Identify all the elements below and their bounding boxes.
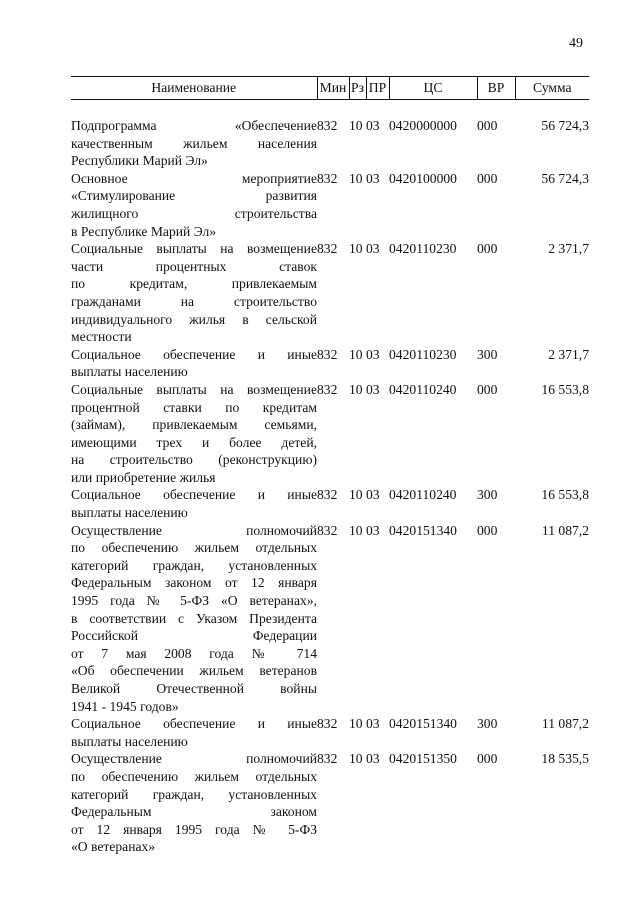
row-pr: 03 bbox=[366, 751, 380, 767]
table-row bbox=[71, 750, 589, 856]
row-name-line: от 7 мая 2008 года № 714 bbox=[71, 645, 317, 661]
row-name-line: категорий граждан, установленных bbox=[71, 557, 317, 573]
header-min: Мин bbox=[317, 77, 349, 100]
row-min: 832 bbox=[317, 522, 338, 538]
row-cs: 0420000000 bbox=[389, 118, 457, 133]
table-header-row bbox=[71, 77, 589, 100]
row-min: 832 bbox=[317, 118, 338, 133]
row-cs: 0420110240 bbox=[389, 487, 457, 503]
row-sum: 16 553,8 bbox=[541, 487, 589, 503]
row-name bbox=[71, 381, 317, 487]
header-vr: ВР bbox=[477, 77, 515, 100]
row-name bbox=[71, 486, 317, 521]
row-rz: 10 bbox=[349, 751, 363, 767]
row-cs: 0420110230 bbox=[389, 346, 457, 362]
row-vr: 000 bbox=[477, 522, 498, 538]
row-sum: 2 371,7 bbox=[548, 346, 589, 362]
row-sum: 2 371,7 bbox=[548, 241, 589, 257]
row-name-line: Великой Отечественной войны bbox=[71, 681, 317, 696]
header-rz: Рз bbox=[349, 77, 366, 100]
row-name-line: «Стимулирование развития bbox=[71, 188, 317, 204]
row-cs: 0420100000 bbox=[389, 170, 457, 186]
row-name-line: имеющими трех и более детей, bbox=[71, 434, 317, 450]
row-rz: 10 bbox=[349, 716, 363, 732]
row-name bbox=[71, 170, 317, 240]
row-rz: 10 bbox=[349, 170, 363, 186]
table-row bbox=[71, 715, 589, 750]
row-name-line: гражданами на строительство bbox=[71, 293, 317, 309]
row-pr: 03 bbox=[366, 487, 380, 503]
row-name-line: Республики Марий Эл» bbox=[71, 153, 208, 169]
row-rz: 10 bbox=[349, 381, 363, 397]
header-spacer bbox=[71, 100, 589, 118]
row-pr: 03 bbox=[366, 170, 380, 186]
header-name: Наименование bbox=[71, 77, 317, 100]
header-sum: Сумма bbox=[515, 77, 589, 100]
budget-table bbox=[71, 76, 589, 856]
row-pr: 03 bbox=[366, 716, 380, 732]
row-sum: 56 724,3 bbox=[541, 118, 589, 133]
row-name-line: по обеспечению жильем отдельных bbox=[71, 540, 317, 556]
row-name-line: части процентных ставок bbox=[71, 258, 317, 274]
row-name-line: качественным жильем населения bbox=[71, 135, 317, 151]
row-name bbox=[71, 522, 317, 716]
row-name-line: на строительство (реконструкцию) bbox=[71, 452, 317, 468]
row-name-line: Основное мероприятие bbox=[71, 170, 317, 186]
row-name-line: Федеральным законом от 12 января bbox=[71, 575, 317, 591]
row-min: 832 bbox=[317, 381, 338, 397]
row-sum: 56 724,3 bbox=[541, 170, 589, 186]
row-name-line: «Об обеспечении жильем ветеранов bbox=[71, 663, 317, 679]
row-cs: 0420110230 bbox=[389, 241, 457, 257]
row-sum: 16 553,8 bbox=[541, 381, 589, 397]
row-min: 832 bbox=[317, 716, 338, 732]
row-name-line: Социальное обеспечение и иные bbox=[71, 487, 317, 503]
table-row bbox=[71, 522, 589, 716]
row-vr: 300 bbox=[477, 487, 498, 503]
row-name bbox=[71, 240, 317, 346]
row-cs: 0420151350 bbox=[389, 751, 457, 767]
row-name-line: Социальное обеспечение и иные bbox=[71, 716, 317, 732]
row-name-line: 1995 года № 5-ФЗ «О ветеранах», bbox=[71, 593, 317, 609]
row-name-line: в соответствии с Указом Президента bbox=[71, 610, 317, 626]
row-pr: 03 bbox=[366, 522, 380, 538]
row-name-line: Федеральным законом bbox=[71, 804, 317, 820]
row-name-line: (займам), привлекаемым семьями, bbox=[71, 417, 317, 433]
row-vr: 300 bbox=[477, 716, 498, 732]
row-vr: 000 bbox=[477, 751, 498, 767]
row-sum: 18 535,5 bbox=[541, 751, 589, 767]
row-min: 832 bbox=[317, 346, 338, 362]
row-name-line: Осуществление полномочий bbox=[71, 751, 317, 767]
row-name-line: индивидуального жилья в сельской bbox=[71, 311, 317, 327]
row-vr: 300 bbox=[477, 346, 498, 362]
table-row bbox=[71, 346, 589, 381]
row-name-line: Социальные выплаты на возмещение bbox=[71, 381, 317, 397]
row-name bbox=[71, 346, 317, 381]
table-row bbox=[71, 170, 589, 240]
row-name bbox=[71, 117, 317, 170]
header-cs: ЦС bbox=[389, 77, 477, 100]
row-name-line: процентной ставки по кредитам bbox=[71, 399, 317, 415]
row-name-line: 1941 - 1945 годов» bbox=[71, 698, 179, 714]
row-vr: 000 bbox=[477, 381, 498, 397]
row-name-line: по обеспечению жильем отдельных bbox=[71, 768, 317, 784]
row-name-line: «О ветеранах» bbox=[71, 839, 156, 855]
row-name-line: в Республике Марий Эл» bbox=[71, 223, 217, 239]
row-name-line: по кредитам, привлекаемым bbox=[71, 276, 317, 292]
row-rz: 10 bbox=[349, 346, 363, 362]
header-pr: ПР bbox=[366, 77, 389, 100]
row-name-line: Российской Федерации bbox=[71, 628, 317, 644]
row-name-line: Подпрограмма «Обеспечение bbox=[71, 118, 317, 133]
row-sum: 11 087,2 bbox=[541, 716, 589, 732]
page-number: 49 bbox=[569, 36, 583, 51]
row-sum: 11 087,2 bbox=[541, 522, 589, 538]
row-vr: 000 bbox=[477, 241, 498, 257]
row-pr: 03 bbox=[366, 241, 380, 257]
row-name bbox=[71, 750, 317, 856]
row-rz: 10 bbox=[349, 241, 363, 257]
row-pr: 03 bbox=[366, 381, 380, 397]
row-name bbox=[71, 715, 317, 750]
row-name-line: Социальные выплаты на возмещение bbox=[71, 241, 317, 257]
row-cs: 0420110240 bbox=[389, 381, 457, 397]
table-row bbox=[71, 240, 589, 346]
row-min: 832 bbox=[317, 751, 338, 767]
row-rz: 10 bbox=[349, 487, 363, 503]
row-name-line: выплаты населению bbox=[71, 364, 188, 380]
row-name-line: или приобретение жилья bbox=[71, 469, 216, 485]
row-rz: 10 bbox=[349, 118, 363, 133]
table-row bbox=[71, 381, 589, 487]
row-name-line: выплаты населению bbox=[71, 733, 188, 749]
row-name-line: жилищного строительства bbox=[71, 205, 317, 221]
row-cs: 0420151340 bbox=[389, 716, 457, 732]
row-min: 832 bbox=[317, 170, 338, 186]
row-rz: 10 bbox=[349, 522, 363, 538]
row-name-line: категорий граждан, установленных bbox=[71, 786, 317, 802]
row-name-line: от 12 января 1995 года № 5-ФЗ bbox=[71, 821, 317, 837]
row-name-line: Осуществление полномочий bbox=[71, 522, 317, 538]
row-name-line: выплаты населению bbox=[71, 505, 188, 521]
row-vr: 000 bbox=[477, 170, 498, 186]
row-pr: 03 bbox=[366, 346, 380, 362]
row-cs: 0420151340 bbox=[389, 522, 457, 538]
row-min: 832 bbox=[317, 241, 338, 257]
row-name-line: Социальное обеспечение и иные bbox=[71, 346, 317, 362]
row-vr: 000 bbox=[477, 118, 498, 133]
row-pr: 03 bbox=[366, 118, 380, 133]
row-min: 832 bbox=[317, 487, 338, 503]
table-row bbox=[71, 117, 589, 170]
table-row bbox=[71, 486, 589, 521]
row-name-line: местности bbox=[71, 329, 132, 345]
